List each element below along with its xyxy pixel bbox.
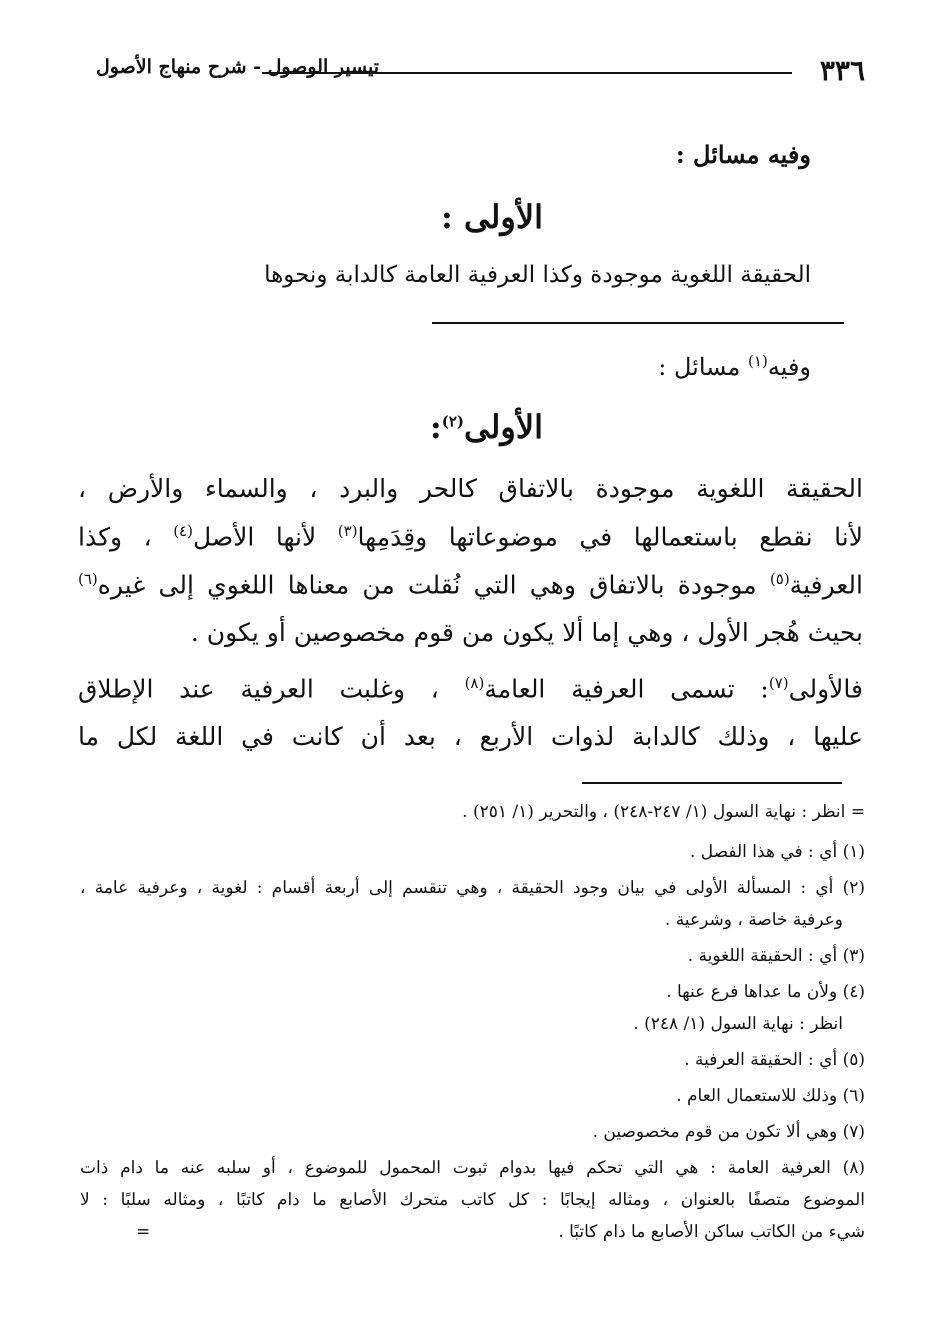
footnote-divider bbox=[582, 782, 842, 784]
footnote-8-line-3: شيء من الكاتب ساكن الأصابع ما دام كاتبًا . bbox=[558, 1222, 865, 1242]
footnote-5: (٥) أي : الحقيقة العرفية . bbox=[684, 1050, 865, 1070]
footnote-continuation: = انظر : نهاية السول (١/ ٢٤٧-٢٤٨) ، والتحرير (١/ ٢٥١) . bbox=[462, 802, 865, 822]
matn-intro: وفيه مسائل : bbox=[675, 140, 811, 169]
sharh-intro bbox=[658, 352, 811, 381]
footnote-8-line-2: الموضوع متصفًا بالعنوان ، ومثاله إيجابًا : كل كاتب متحرك الأصابع ما دام كاتبًا ، ومثاله سلبًا : لا bbox=[80, 1190, 865, 1210]
footnote-4-line-2: انظر : نهاية السول (١/ ٢٤٨) . bbox=[633, 1014, 843, 1034]
sharh-intro-rest: مسائل : bbox=[658, 353, 749, 381]
footnote-marker-8: (٨) bbox=[464, 674, 485, 692]
sharh-heading-colon: : bbox=[429, 408, 442, 446]
book-title: تيسير الوصول - شرح منهاج الأصول bbox=[96, 56, 380, 78]
body-line-5-c: ، وغلبت العرفية عند الإطلاق bbox=[78, 674, 465, 704]
body-line-2 bbox=[78, 522, 863, 551]
body-line-2-b: لأنها الأصل bbox=[192, 522, 338, 552]
footnote-7: (٧) وهي ألا تكون من قوم مخصوصين . bbox=[592, 1122, 865, 1142]
footnote-marker-3: (٣) bbox=[337, 522, 358, 540]
footnote-marker-1: (١) bbox=[748, 352, 768, 370]
footnote-2-line-1: (٢) أي : المسألة الأولى في بيان وجود الحقيقة ، وهي تنقسم إلى أربعة أقسام : لغوية ، وعرفية عامة ، bbox=[80, 878, 865, 898]
body-line-5 bbox=[78, 674, 863, 703]
footnote-marker-7: (٧) bbox=[768, 674, 789, 692]
footnote-2-line-2: وعرفية خاصة ، وشرعية . bbox=[664, 910, 843, 930]
body-line-5-a: فالأولى bbox=[788, 674, 863, 704]
matn-heading: الأولى : bbox=[441, 198, 543, 236]
footnote-marker-2: (٢) bbox=[441, 412, 464, 431]
body-line-2-c: ، وكذا bbox=[78, 522, 174, 552]
body-line-5-b: : تسمى العرفية العامة bbox=[484, 674, 769, 704]
body-line-3-a: العرفية bbox=[789, 570, 863, 600]
body-line-1: الحقيقة اللغوية موجودة بالاتفاق كالحر والبرد ، والسماء والأرض ، bbox=[78, 474, 863, 503]
footnote-marker-4: (٤) bbox=[173, 522, 193, 540]
body-line-3-b: موجودة بالاتفاق وهي التي نُقلت من معناها اللغوي إلى غيره bbox=[97, 570, 770, 600]
footnote-8-line-1: (٨) العرفية العامة : هي التي تحكم فيها بدوام ثبوت المحمول للموضوع ، أو سلبه عنه ما دام ذات bbox=[80, 1158, 865, 1178]
sharh-heading bbox=[430, 408, 543, 446]
footnote-3: (٣) أي : الحقيقة اللغوية . bbox=[687, 946, 865, 966]
footnote-4-line-1: (٤) ولأن ما عداها فرع عنها . bbox=[666, 982, 865, 1002]
sharh-intro-word: وفيه bbox=[767, 353, 811, 381]
sharh-heading-word: الأولى bbox=[463, 408, 543, 446]
body-line-4: بحيث هُجر الأول ، وهي إما ألا يكون من قوم مخصوصين أو يكون . bbox=[190, 618, 863, 647]
body-line-3 bbox=[78, 570, 863, 599]
footnote-1: (١) أي : في هذا الفصل . bbox=[689, 842, 865, 862]
footnote-marker-5: (٥) bbox=[769, 570, 790, 588]
footnote-continued-mark: = bbox=[136, 1222, 151, 1242]
footnote-6: (٦) وذلك للاستعمال العام . bbox=[676, 1086, 865, 1106]
body-line-6: عليها ، وذلك كالدابة لذوات الأربع ، بعد أن كانت في اللغة لكل ما bbox=[78, 722, 863, 751]
page-number: ٣٣٦ bbox=[819, 54, 865, 87]
matn-text: الحقيقة اللغوية موجودة وكذا العرفية العامة كالدابة ونحوها bbox=[264, 262, 811, 288]
matn-divider bbox=[432, 322, 844, 324]
footnote-marker-6: (٦) bbox=[78, 570, 98, 588]
body-line-2-a: لأنا نقطع باستعمالها في موضوعاتها وقِدَمِها bbox=[357, 522, 863, 552]
